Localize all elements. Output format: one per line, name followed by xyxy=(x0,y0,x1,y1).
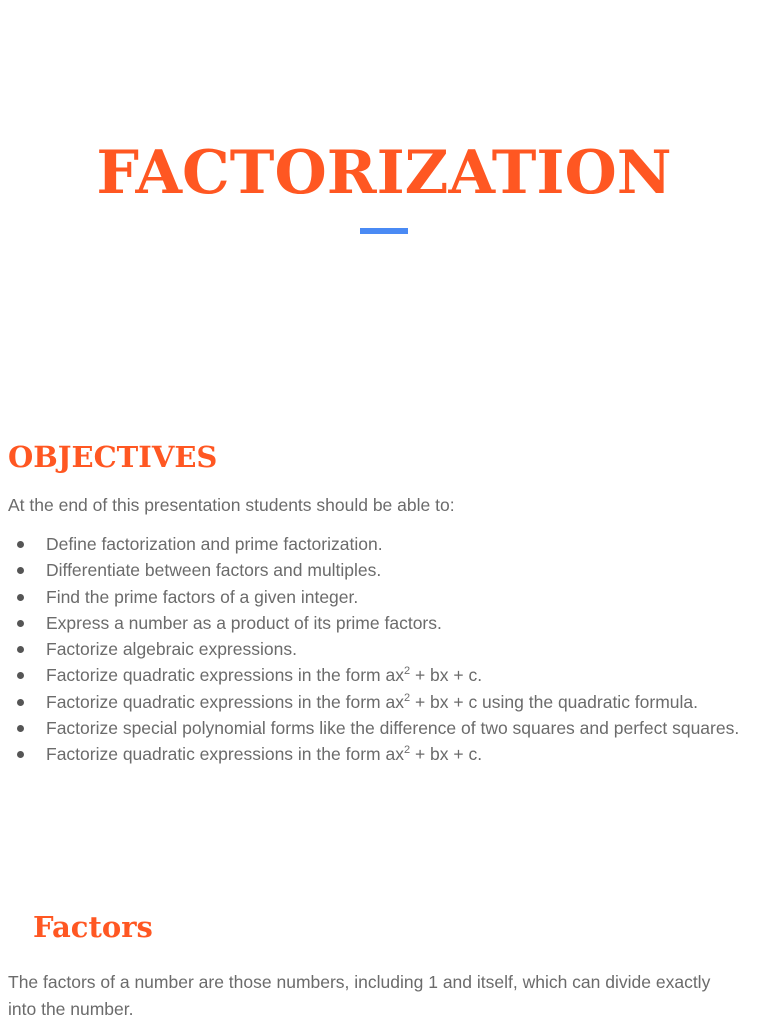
objective-text: Define factorization and prime factorization. xyxy=(46,534,383,554)
objective-text-end: + bx + c. xyxy=(410,665,483,686)
bullet-icon xyxy=(17,751,24,758)
exponent: 2 xyxy=(403,665,411,678)
objective-text-end: + bx + c. xyxy=(410,744,483,765)
objective-item xyxy=(0,662,768,688)
bullet-icon xyxy=(17,594,24,601)
objective-item xyxy=(0,557,768,583)
bullet-icon xyxy=(17,699,24,706)
bullet-icon xyxy=(17,672,24,679)
objective-item xyxy=(0,584,768,610)
objective-text: Differentiate between factors and multiples. xyxy=(46,560,382,581)
factors-heading: Factors xyxy=(33,910,153,944)
objective-item xyxy=(0,741,768,767)
objectives-list xyxy=(0,531,768,768)
bullet-icon xyxy=(17,725,24,732)
objective-item xyxy=(0,636,768,662)
bullet-icon xyxy=(17,541,24,548)
exponent: 2 xyxy=(403,744,411,757)
bullet-icon xyxy=(17,620,24,627)
page-title: FACTORIZATION xyxy=(96,138,672,208)
objective-item xyxy=(0,689,768,715)
objectives-heading: OBJECTIVES xyxy=(8,440,218,474)
objective-item xyxy=(0,715,768,741)
title-underline xyxy=(360,228,408,234)
factors-definition: The factors of a number are those numbers, including 1 and itself, which can divide exactly into the number. xyxy=(8,972,711,1019)
objective-text: Factorize algebraic expressions. xyxy=(46,639,297,660)
objective-text: Express a number as a product of its prime factors. xyxy=(46,612,442,633)
objective-text-start: Factorize quadratic expressions in the form ax xyxy=(46,691,404,712)
objective-text-end: + bx + c using the quadratic formula. xyxy=(410,691,699,712)
bullet-icon xyxy=(17,567,24,574)
objective-text: Factorize special polynomial forms like the difference of two squares and perfect squares. xyxy=(46,718,740,739)
objective-text-start: Factorize quadratic expressions in the form ax xyxy=(46,744,404,765)
exponent: 2 xyxy=(403,691,411,704)
objective-text-start: Factorize quadratic expressions in the form ax xyxy=(46,665,404,686)
objective-item xyxy=(0,531,768,557)
objectives-intro: At the end of this presentation students should be able to: xyxy=(8,495,455,515)
objective-text: Find the prime factors of a given integer. xyxy=(46,586,359,607)
bullet-icon xyxy=(17,646,24,653)
objective-item xyxy=(0,610,768,636)
